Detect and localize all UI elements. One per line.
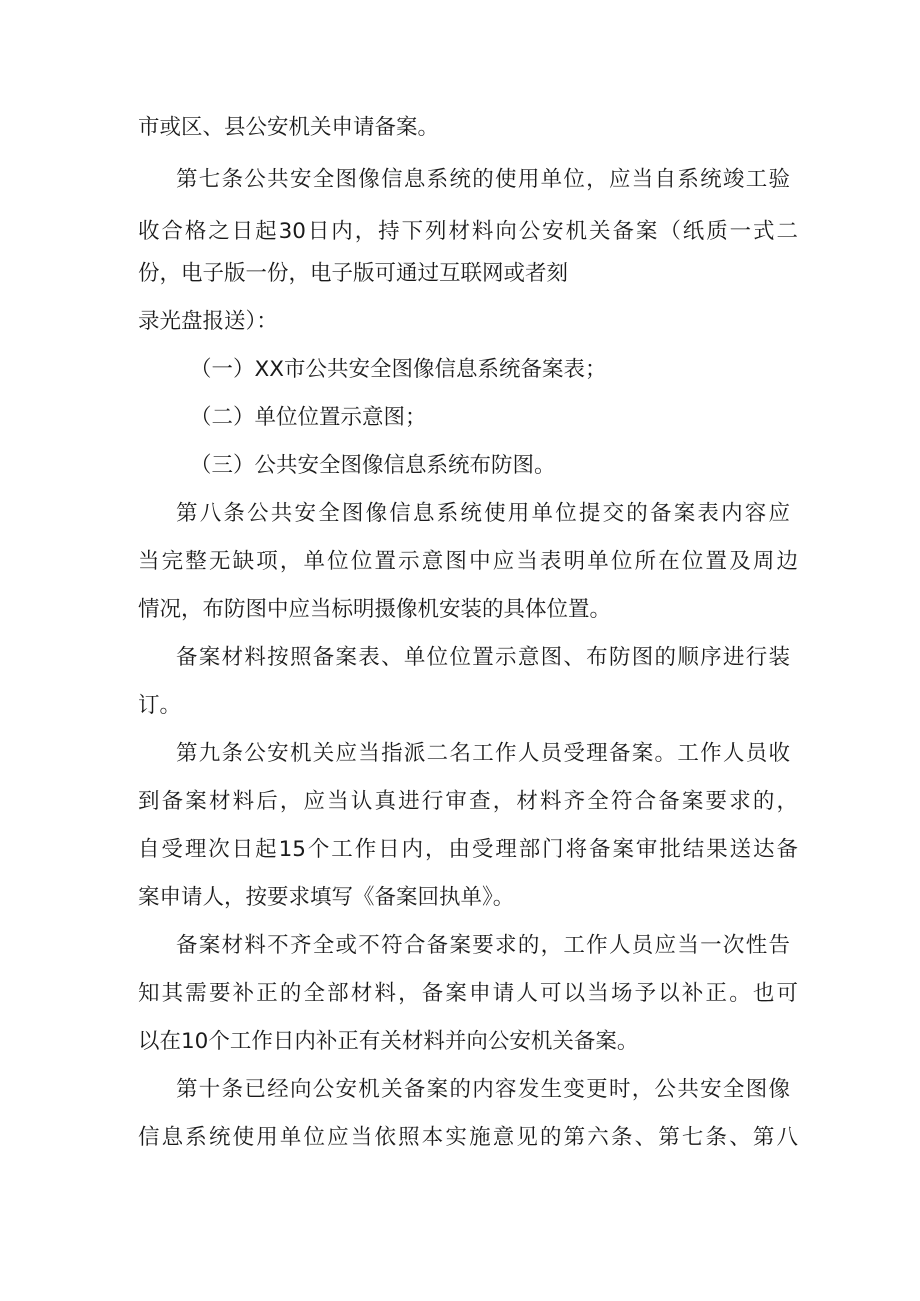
text-line-21: 第十条已经向公安机关备案的内容发生变更时，公共安全图像	[176, 1077, 790, 1102]
text-line-7: （二）单位位置示意图；	[190, 405, 427, 430]
text-line-19: 知其需要补正的全部材料，备案申请人可以当场予以补正。也可	[138, 981, 798, 1006]
text-line-20: 以在10个工作日内补正有关材料并向公安机关备案。	[138, 1029, 639, 1054]
text-line-8: （三）公共安全图像信息系统布防图。	[190, 453, 556, 478]
text-line-14: 第九条公安机关应当指派二名工作人员受理备案。工作人员收	[176, 741, 790, 766]
text-line-12: 备案材料按照备案表、单位位置示意图、布防图的顺序进行装	[176, 645, 790, 670]
text-line-10: 当完整无缺项，单位位置示意图中应当表明单位所在位置及周边	[138, 549, 798, 574]
text-line-6: （一）XX市公共安全图像信息系统备案表；	[190, 357, 607, 382]
text-line-5: 录光盘报送）：	[138, 309, 278, 334]
text-line-13: 订。	[138, 693, 182, 718]
text-line-18: 备案材料不齐全或不符合备案要求的，工作人员应当一次性告	[176, 933, 790, 958]
text-line-15: 到备案材料后，应当认真进行审查，材料齐全符合备案要求的，	[138, 789, 798, 814]
text-line-4: 份，电子版一份，电子版可通过互联网或者刻	[138, 261, 569, 286]
text-line-16: 自受理次日起15个工作日内，由受理部门将备案审批结果送达备	[138, 837, 798, 862]
text-line-2: 第七条公共安全图像信息系统的使用单位，应当自系统竣工验	[176, 167, 790, 192]
text-line-1: 市或区、县公安机关申请备案。	[138, 115, 440, 140]
text-line-11: 情况，布防图中应当标明摄像机安装的具体位置。	[138, 597, 612, 622]
text-line-22: 信息系统使用单位应当依照本实施意见的第六条、第七条、第八	[138, 1125, 798, 1150]
text-line-9: 第八条公共安全图像信息系统使用单位提交的备案表内容应	[176, 501, 790, 526]
text-line-3: 收合格之日起30日内，持下列材料向公安机关备案（纸质一式二	[138, 219, 798, 244]
text-line-17: 案申请人，按要求填写《备案回执单》。	[138, 885, 515, 910]
